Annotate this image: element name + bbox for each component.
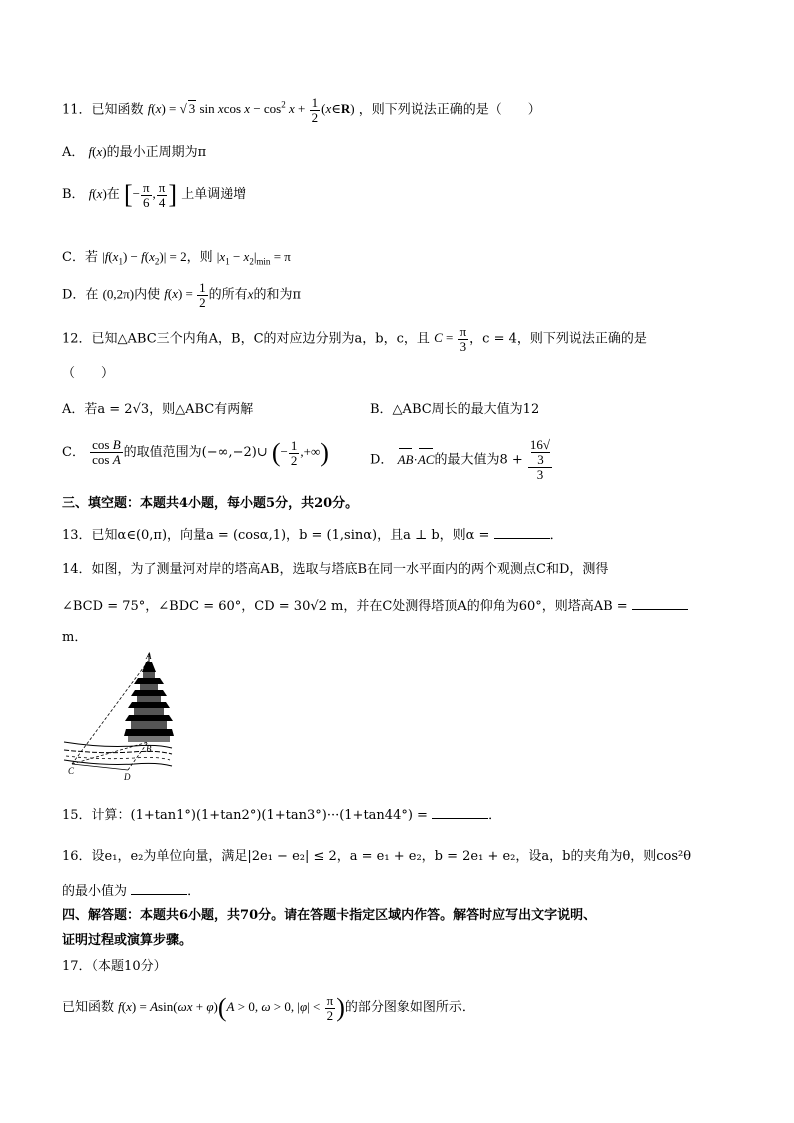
q16-answer-blank[interactable] [131,882,187,895]
q11-option-b-label: B． [62,186,85,202]
q12-stem-post: ，c = 4，则下列说法正确的是 [469,331,647,347]
q13-text-c: b = (1,sinα)，且 [299,528,404,543]
section3-heading: 三、填空题：本题共4小题，每小题5分，共20分。 [62,496,359,511]
q17-formula: f(x) = Asin(ωx + φ)(A > 0, ω > 0, |φ| < $\frac{\pi}{2}$ ) [118,992,345,1023]
q11-option-c-mid: ，则 [186,250,213,265]
q15-end: ． [488,808,502,823]
q11-stem [62,96,541,125]
q11-option-c: C．若 $|f(x_1) - f(x_2)| = 2$，则 $|x_1 - x_2|_{min} = \pi$ [62,249,291,267]
q13-answer-blank[interactable] [494,526,550,539]
q12-option-d-post: 的最大值为8 + [434,452,523,468]
q13-text-b: a = (cosα,1)， [206,528,300,543]
q14-line2 [62,595,688,614]
q14-line1: 14．如图，为了测量河对岸的塔高AB，选取与塔底B在同一水平面内的两个观测点C和D，测得 [62,562,609,577]
river-bank-top [64,742,172,748]
q14-line2-text: ∠BCD = 75°，∠BDC = 60°，CD = 30√2 m，并在C处测得塔顶A的仰角为60°，则塔高AB = [62,599,628,614]
section4-heading-line2: 证明过程或演算步骤。 [62,933,193,948]
q11-option-b: B． f(x)在 [− $\frac{\pi}{6}$ , $\frac{\pi}{4}$ ] 上单调递增 [62,179,247,210]
q17-header: 17．（本题10分） [62,959,167,974]
q11-option-a: A． f(x)的最小正周期为π [62,144,207,160]
q11-stem-post: ，则下列说法正确的是（ ） [358,102,541,118]
q12-option-b: B．△ABC周长的最大值为12 [370,402,540,417]
q16-line1: 16．设e₁，e₂为单位向量，满足|2e₁ − e₂| ≤ 2，a = e₁ + e₂，b = 2e₁ + e₂，设a，b的夹角为θ，则cos²θ [62,849,692,864]
q17-text-pre: 已知函数 [62,999,115,1015]
q13 [62,524,563,543]
q13-end: ． [549,528,563,543]
q12-stem-text: 12．已知△ABC三个内角A，B，C的对应边分别为a，b，c，且 [62,331,430,347]
q16-line2 [62,880,200,899]
q14-line3: m． [62,630,88,645]
fig-label-b: B [146,744,152,754]
q12-option-d: D． AB·AC的最大值为8 + 16√ 3 3 [370,437,551,482]
q16-line2-text: 的最小值为 [62,884,128,899]
q11-option-a-text: 的最小正周期为π [106,145,207,160]
section4-heading-line1: 四、解答题：本题共6小题，共70分。请在答题卡指定区域内作答。解答时应写出文字说明、 [62,908,597,923]
q11-function-formula: f(x) = √ 3 sin xcos $x - \cos^2 x$ + $\frac{1}{2}$ (x∈R) [147,95,355,125]
q12-option-c-post: 的取值范围为(−∞,−2)∪ [123,445,268,460]
q11-option-d-post: 的所有 [208,287,248,303]
fig-label-d: D [124,772,131,782]
q13-text-d: a ⊥ b，则α = [403,528,490,543]
q11-option-c-label: C．若 [62,250,98,265]
q12-option-a: A．若a = 2√3，则△ABC有两解 [62,402,254,417]
q14-answer-blank[interactable] [632,597,688,610]
q13-text-a: 13．已知α∈(0,π)，向量 [62,528,207,543]
q15-answer-blank[interactable] [432,806,488,819]
q11-option-a-label: A． [62,145,85,160]
q12-option-d-label: D． [370,452,394,468]
q11-option-d-mid: 内使 [134,287,161,303]
q16-end: ． [187,884,201,899]
q12-stem: 12．已知△ABC三个内角A，B，C的对应边分别为a，b，c，且 C = $\frac{\pi}{3}$ ，c = 4，则下列说法正确的是 [62,324,647,354]
q12-option-c: C． $\frac{\text{cos B}}{\text{cos A}}$ 的取值范围为(−∞,−2)∪ (− $\frac{1}{2}$ ,+∞) [62,437,329,468]
q14-pagoda-figure [62,650,178,782]
q15 [62,804,501,823]
q11-option-b-interval: [− $\frac{\pi}{6}$ , $\frac{\pi}{4}$ ] [123,179,178,210]
fig-label-a: A [146,651,152,661]
q11-option-d-end: 的和为π [253,287,301,303]
q17-stem [62,993,475,1023]
q11-option-b-mid: 在 [106,186,120,202]
q11-stem-pre: 11．已知函数 [62,102,144,118]
q17-text-post: 的部分图象如图所示． [344,999,475,1015]
q11-option-b-post: 上单调递增 [181,186,247,202]
q12-option-c-label: C． [62,445,85,460]
q12-paren: （ ） [62,366,115,381]
q11-option-c-formula: $|f(x_1) - f(x_2)| = 2$ [102,249,187,267]
q11-option-d: D．在 (0,2π)内使 f(x) = $\frac{1}{2}$ 的所有x的和为π [62,280,301,310]
q15-text: 15．计算：(1+tan1°)(1+tan2°)(1+tan3°)···(1+tan44°) = [62,808,428,823]
fig-label-c: C [68,766,75,776]
pagoda-body [124,662,174,742]
q11-option-d-label: D．在 [62,287,99,303]
